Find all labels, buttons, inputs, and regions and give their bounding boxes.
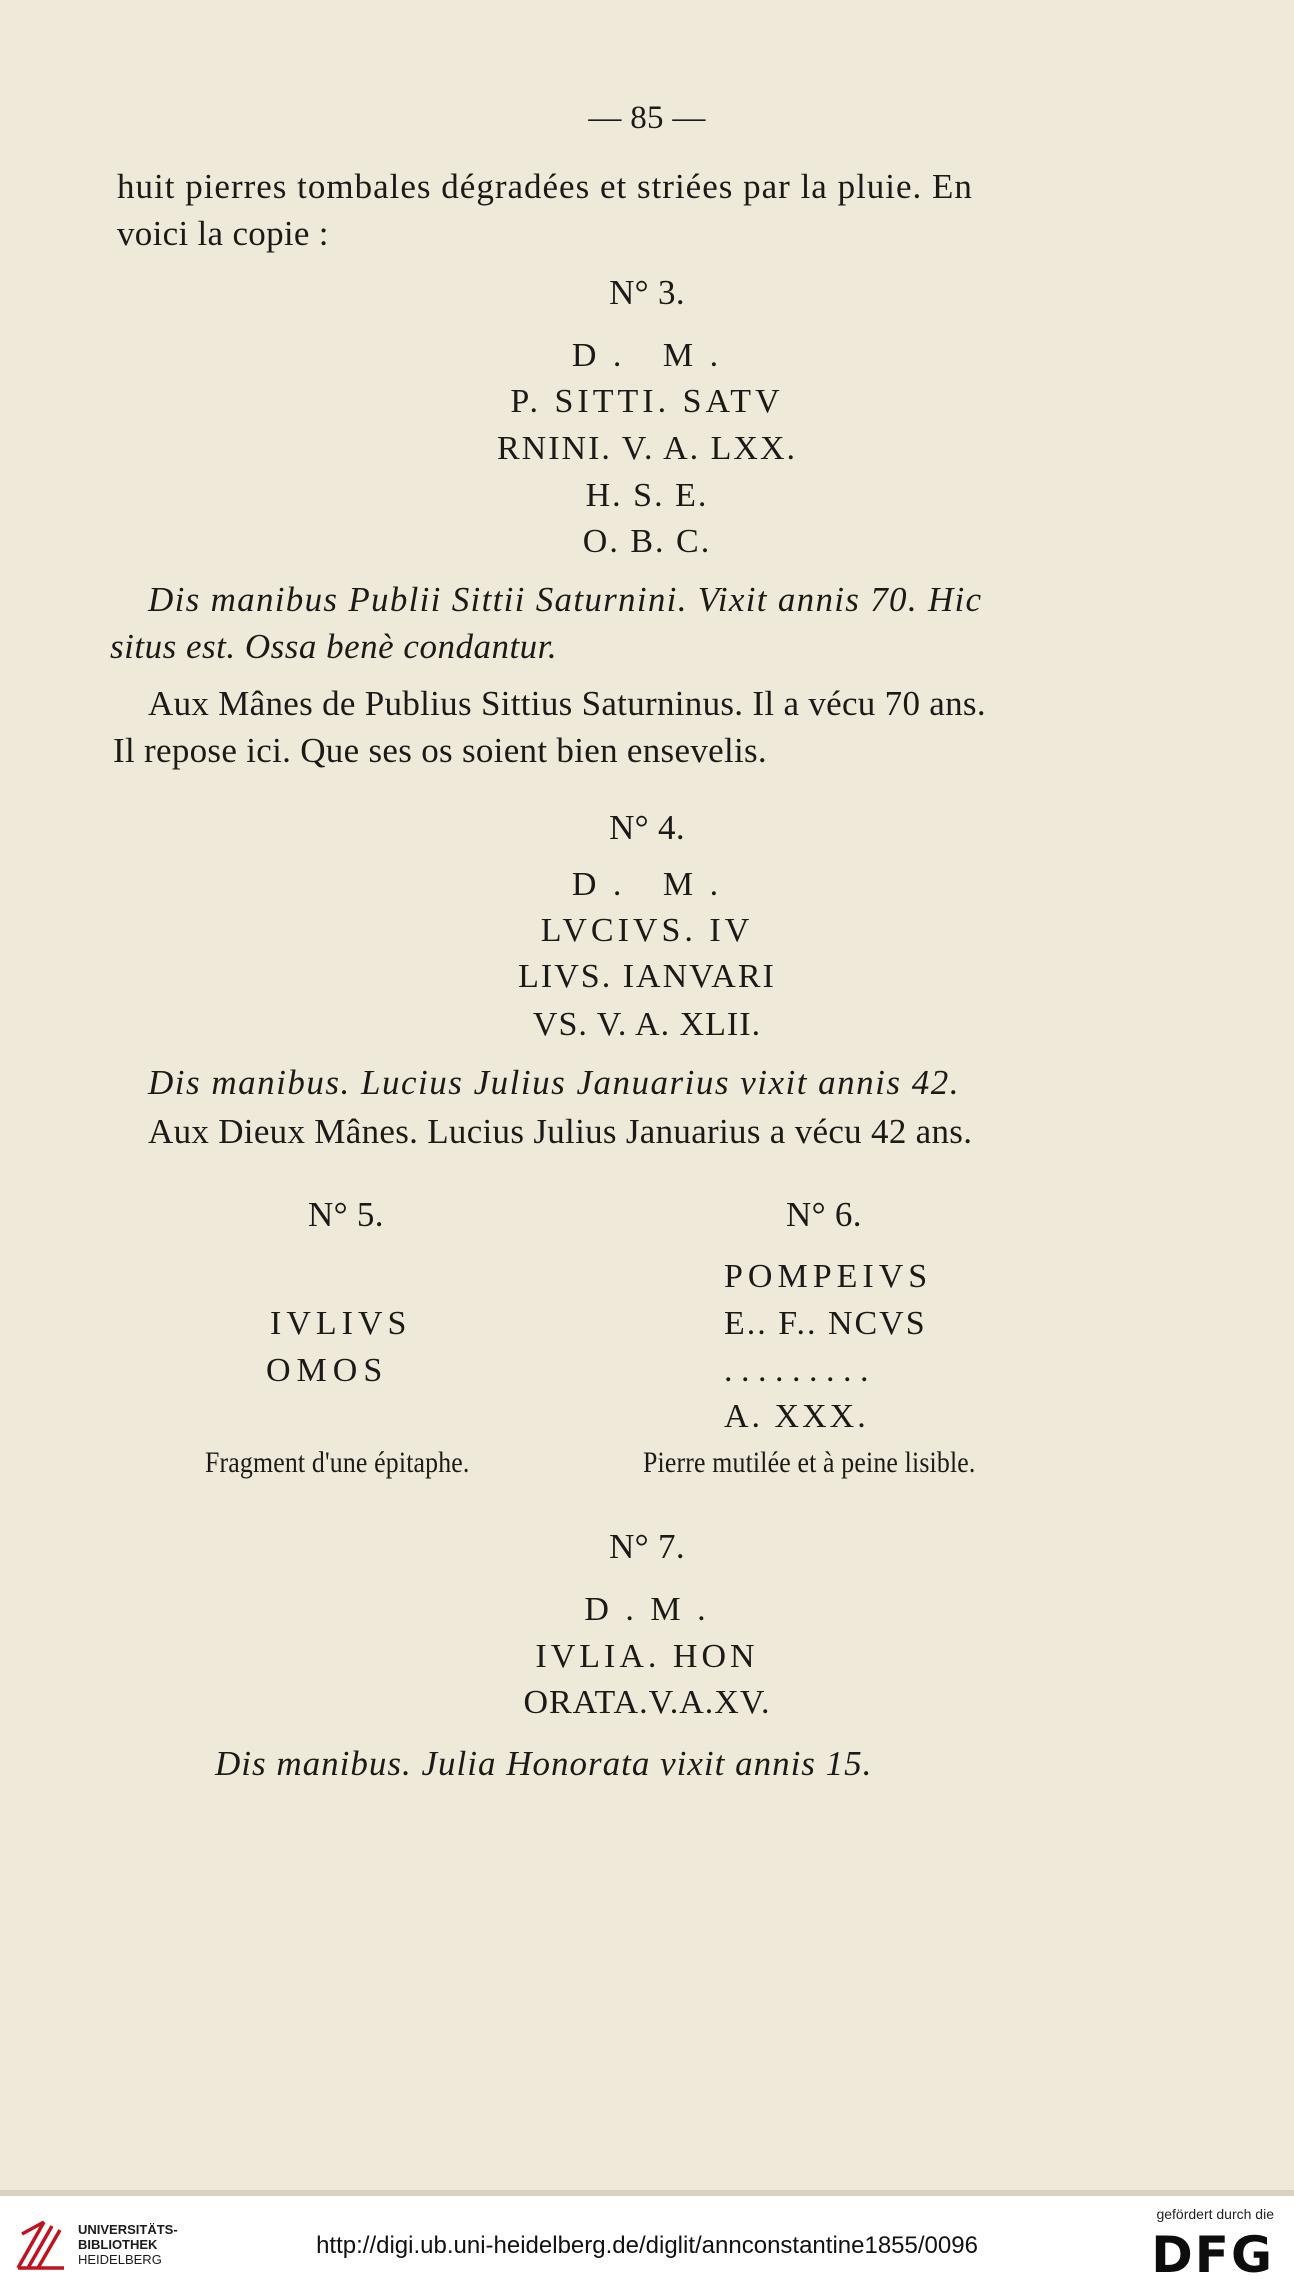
n6-caption: Pierre mutilée et à peine lisible. <box>643 1446 976 1479</box>
n5-caption: Fragment d'une épitaphe. <box>205 1446 470 1479</box>
permalink-url[interactable]: http://digi.ub.uni-heidelberg.de/diglit/annconstantine1855/0096 <box>316 2232 978 2259</box>
library-line-2: BIBLIOTHEK <box>78 2237 158 2252</box>
n4-heading: N° 4. <box>609 808 685 847</box>
n3-heading: N° 3. <box>609 273 685 312</box>
n3-line-5: O. B. C. <box>582 523 712 560</box>
n4-line-4: VS. V. A. XLII. <box>532 1006 762 1043</box>
n7-line-2: IVLIA. HON <box>535 1638 759 1675</box>
library-line-1: UNIVERSITÄTS- <box>78 2222 178 2237</box>
n7-heading: N° 7. <box>609 1527 685 1566</box>
n5-heading: N° 5. <box>308 1195 384 1234</box>
n3-latin-2: situs est. Ossa benè condantur. <box>110 627 558 666</box>
n3-line-4: H. S. E. <box>585 477 709 514</box>
n6-line-2: E.. F.. NCVS <box>724 1305 927 1342</box>
funder-caption: gefördert durch die <box>1156 2206 1274 2222</box>
page-number: — 85 — <box>588 100 706 136</box>
n6-line-4: A. XXX. <box>724 1398 869 1435</box>
n7-latin: Dis manibus. Julia Honorata vixit annis 15. <box>215 1744 873 1783</box>
n6-line-3: . . . . . . . . . <box>724 1352 869 1389</box>
n3-french-1: Aux Mânes de Publius Sittius Saturninus. Il a vécu 70 ans. <box>148 684 986 723</box>
library-line-3: HEIDELBERG <box>78 2252 162 2267</box>
n4-line-1: D . M . <box>571 866 723 903</box>
n3-french-2: Il repose ici. Que ses os soient bien ensevelis. <box>113 731 767 770</box>
n3-latin-1: Dis manibus Publii Sittii Saturnini. Vixit annis 70. Hic <box>148 580 983 619</box>
intro-line-1: huit pierres tombales dégradées et striées par la pluie. En <box>117 167 973 206</box>
n3-line-1: D . M . <box>571 337 723 374</box>
n4-french: Aux Dieux Mânes. Lucius Julius Januarius a vécu 42 ans. <box>148 1112 973 1151</box>
n5-line-2: OMOS <box>266 1352 389 1389</box>
n7-line-1: D . M . <box>584 1591 710 1628</box>
n4-line-2: LVCIVS. IV <box>540 912 754 949</box>
dfg-logo: DFG <box>1151 2226 1274 2284</box>
n6-heading: N° 6. <box>786 1195 862 1234</box>
intro-line-2: voici la copie : <box>117 214 329 253</box>
n7-line-3: ORATA.V.A.XV. <box>523 1684 771 1721</box>
n3-line-2: P. SITTI. SATV <box>510 383 784 420</box>
n4-latin: Dis manibus. Lucius Julius Januarius vixit annis 42. <box>148 1063 961 1102</box>
n6-line-1: POMPEIVS <box>724 1258 933 1295</box>
viewer-footer <box>0 2196 1294 2292</box>
n3-line-3: RNINI. V. A. LXX. <box>496 430 798 467</box>
n5-line-1: IVLIVS <box>270 1305 412 1342</box>
n4-line-3: LIVS. IANVARI <box>518 958 776 995</box>
